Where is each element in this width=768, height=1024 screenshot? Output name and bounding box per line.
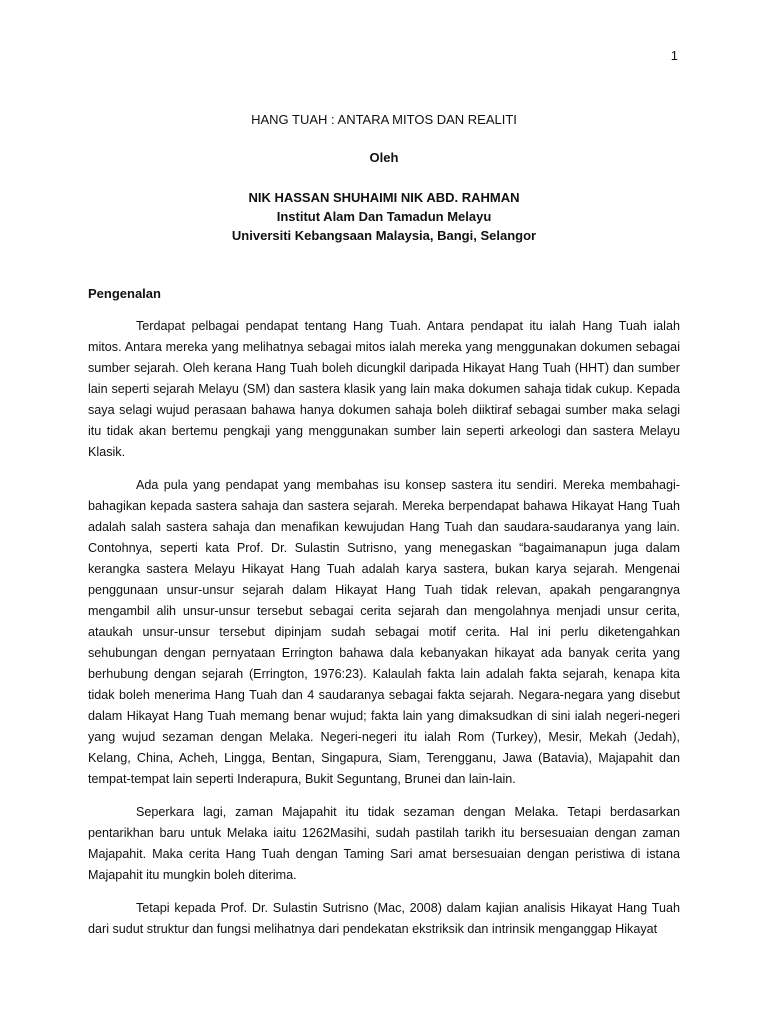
paragraph: Seperkara lagi, zaman Majapahit itu tidak sezaman dengan Melaka. Tetapi berdasarkan pentarikhan baru untuk Melaka iaitu 1262Masihi, sudah pastilah tarikh itu bersesuaian dengan zaman Majapahit. Maka cerita Hang Tuah dengan Taming Sari amat bersesuaian dengan peristiwa di istana Majapahit itu mungkin boleh diterima. <box>88 805 680 882</box>
paragraph: Tetapi kepada Prof. Dr. Sulastin Sutrisno (Mac, 2008) dalam kajian analisis Hikayat Hang Tuah dari sudut struktur dan fungsi melihatnya dari pendekatan ekstriksik dan intrinsik menganggap Hikayat <box>88 901 680 936</box>
author-block <box>0 188 768 245</box>
by-line: Oleh <box>369 150 399 165</box>
paragraph: Ada pula yang pendapat yang membahas isu konsep sastera itu sendiri. Mereka membahagi-bahagikan kepada sastera sahaja dan sastera sejarah. Mereka berpendapat bahawa Hikayat Hang Tuah adalah salah sastera sahaja dan menafikan kewujudan Hang Tuah dan saudara-saudaranya yang lain. Contohnya, seperti kata Prof. Dr. Sulastin Sutrisno, yang menegaskan “bagaimanapun juga dalam kerangka sastera Melayu Hikayat Hang Tuah adalah karya sastera, bukan karya sejarah. Mengenai penggunaan unsur-unsur sejarah dalam Hikayat Hang Tuah tidak relevan, apakah pengarangnya mengambil alih unsur-unsur tersebut sebagai cerita sejarah dan mengolahnya menjadi unsur cerita, ataukah unsur-unsur tersebut dipinjam sudah sebagai motif cerita. Hal ini perlu diketengahkan sehubungan dengan pernyataan Errington bahawa dala kebanyakan hikayat ada banyak cerita yang berhubung dengan sejarah (Errington, 1976:23). Kalaulah fakta lain adalah fakta sejarah, kenapa kita tidak boleh menerima Hang Tuah dan 4 saudaranya sebagai fakta sejarah. Negara-negara yang disebut dalam Hikayat Hang Tuah memang benar wujud; fakta lain yang dimaksudkan di sini ialah negeri-negeri yang wujud sezaman dengan Melaka. Negeri-negeri itu ialah Rom (Turkey), Mesir, Mekah (Jedah), Kelang, China, Acheh, Lingga, Bentan, Singapura, Siam, Terengganu, Jawa (Batavia), Majapahit dan tempat-tempat lain seperti Inderapura, Bukit Seguntang, Brunei dan lain-lain. <box>88 478 680 786</box>
author-institute: Institut Alam Dan Tamadun Melayu <box>276 209 492 224</box>
paragraph: Terdapat pelbagai pendapat tentang Hang Tuah. Antara pendapat itu ialah Hang Tuah ialah mitos. Antara mereka yang melihatnya sebagai mitos ialah mereka yang menggunakan dokumen sebagai sumber sejarah. Oleh kerana Hang Tuah boleh dicungkil daripada Hikayat Hang Tuah (HHT) dan sumber lain seperti sejarah Melayu (SM) dan sastera klasik yang lain maka dokumen sahaja tidak cukup. Kepada saya selagi wujud perasaan bahawa hanya dokumen sahaja boleh diiktiraf sebagai sumber maka selagi itu tidak akan bertemu pengkaji yang menggunakan sumber lain seperti arkeologi dan sastera Melayu Klasik. <box>88 319 680 459</box>
author-name: NIK HASSAN SHUHAIMI NIK ABD. RAHMAN <box>248 190 520 205</box>
document-body <box>88 286 680 952</box>
document-header <box>0 112 768 245</box>
author-university: Universiti Kebangsaan Malaysia, Bangi, Selangor <box>231 228 537 243</box>
document-title: HANG TUAH : ANTARA MITOS DAN REALITI <box>251 112 517 127</box>
page-number: 1 <box>670 48 678 63</box>
section-heading: Pengenalan <box>88 286 161 301</box>
